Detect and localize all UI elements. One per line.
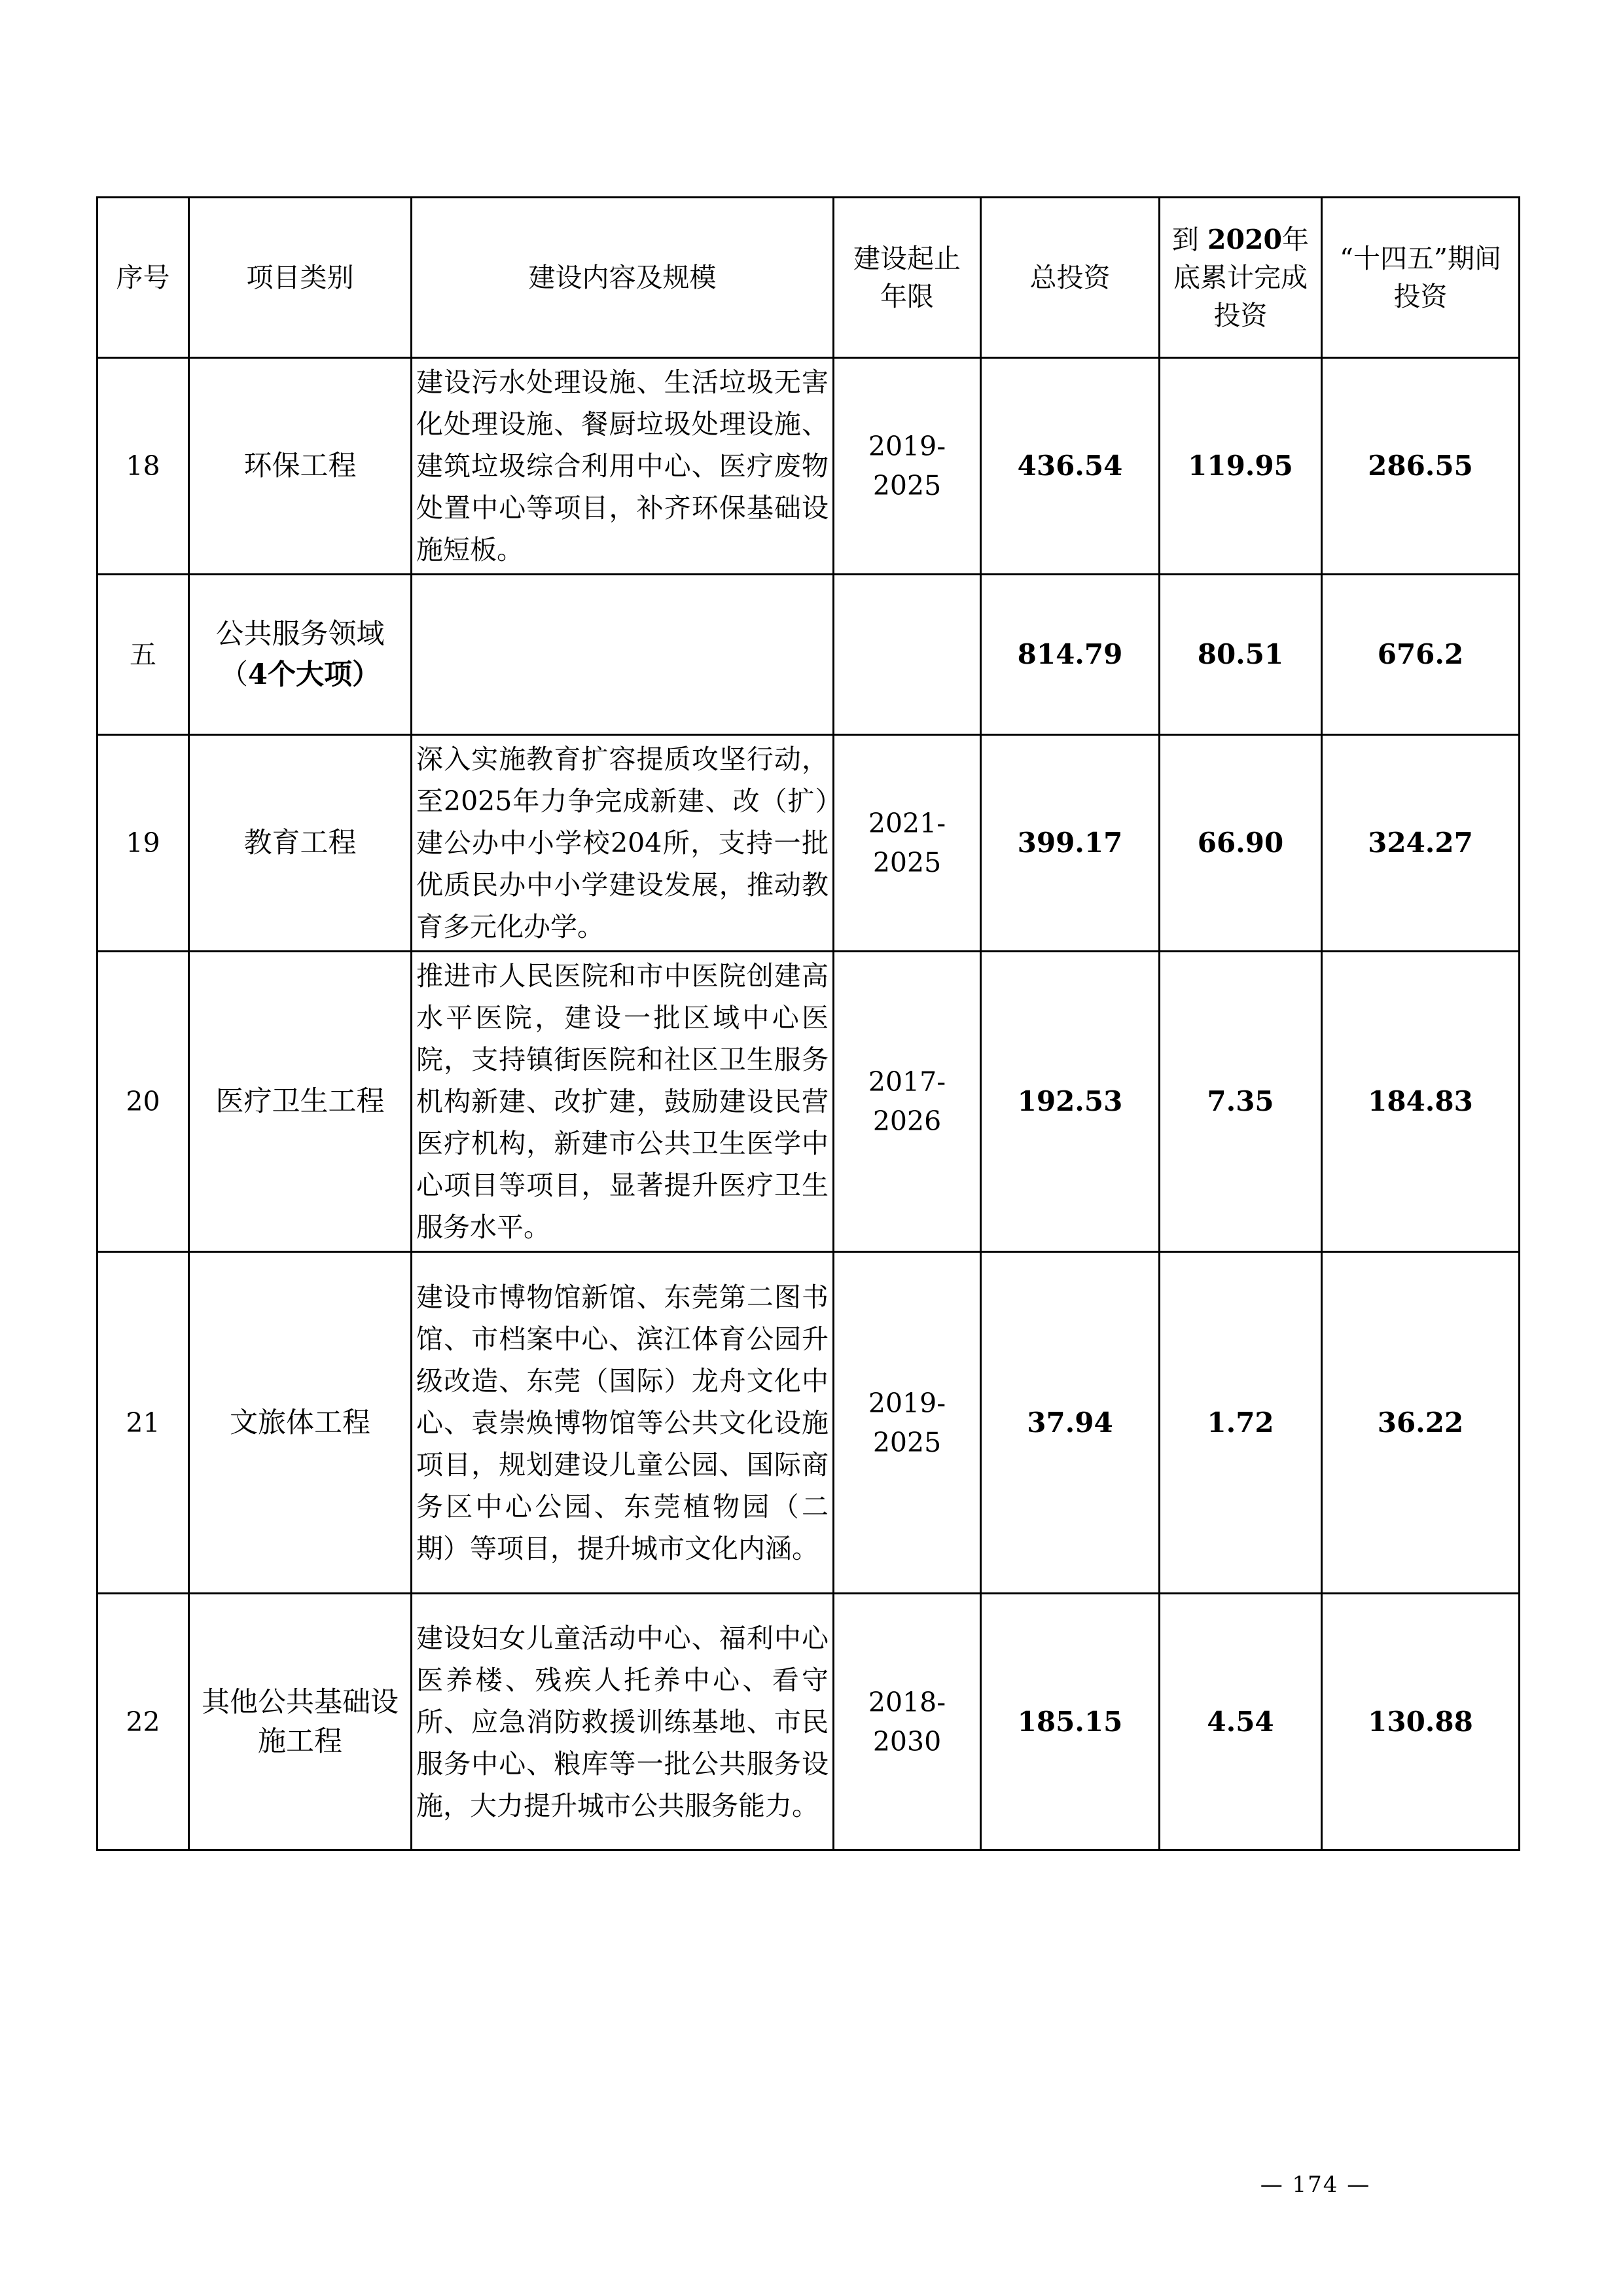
row-seq: 22 — [98, 1594, 189, 1850]
table-row — [98, 952, 1520, 1252]
row-period: 2017-2026 — [834, 952, 981, 1252]
footer-dash-right: — — [1347, 2172, 1371, 2198]
row-period: 2021-2025 — [834, 735, 981, 952]
table-row — [98, 358, 1520, 575]
row-to2020: 66.90 — [1160, 735, 1322, 952]
header-to2020 — [1160, 198, 1322, 358]
header-to2020-suffix: 年底累计完成投资 — [1173, 224, 1310, 331]
row-category: 医疗卫生工程 — [189, 952, 412, 1252]
row-total: 192.53 — [981, 952, 1160, 1252]
investment-table — [96, 196, 1520, 1851]
row-to2020: 1.72 — [1160, 1252, 1322, 1594]
row-total: 436.54 — [981, 358, 1160, 575]
header-to2020-prefix: 到 — [1171, 224, 1199, 255]
row-content: 建设妇女儿童活动中心、福利中心医养楼、残疾人托养中心、看守所、应急消防救援训练基地、市民服务中心、粮库等一批公共服务设施，大力提升城市公共服务能力。 — [412, 1594, 834, 1850]
row-category: 教育工程 — [189, 735, 412, 952]
row-to2020: 119.95 — [1160, 358, 1322, 575]
row-total: 37.94 — [981, 1252, 1160, 1594]
row-category-count: 4 — [248, 658, 268, 691]
row-period — [834, 575, 981, 735]
row-category-rest: 个大项） — [267, 658, 380, 691]
header-total: 总投资 — [981, 198, 1160, 358]
row-category: 其他公共基础设施工程 — [189, 1594, 412, 1850]
row-plan: 324.27 — [1322, 735, 1520, 952]
row-total: 185.15 — [981, 1594, 1160, 1850]
header-plan — [1322, 198, 1520, 358]
row-seq: 五 — [98, 575, 189, 735]
header-plan-label: “十四五”期间投资 — [1340, 243, 1501, 312]
row-to2020: 80.51 — [1160, 575, 1322, 735]
row-content — [412, 575, 834, 735]
row-content: 推进市人民医院和市中医院创建高水平医院，建设一批区域中心医院，支持镇街医院和社区卫生服务机构新建、改扩建，鼓励建设民营医疗机构，新建市公共卫生医学中心项目等项目，显著提升医疗卫生服务水平。 — [412, 952, 834, 1252]
table-row — [98, 1252, 1520, 1594]
table-row — [98, 735, 1520, 952]
row-seq: 21 — [98, 1252, 189, 1594]
header-seq: 序号 — [98, 198, 189, 358]
row-period: 2019-2025 — [834, 358, 981, 575]
table-header-row — [98, 198, 1520, 358]
row-seq: 20 — [98, 952, 189, 1252]
row-plan: 286.55 — [1322, 358, 1520, 575]
row-period: 2019-2025 — [834, 1252, 981, 1594]
row-to2020: 4.54 — [1160, 1594, 1322, 1850]
row-category-line2 — [190, 655, 410, 695]
page-footer — [1243, 2172, 1387, 2198]
row-seq: 19 — [98, 735, 189, 952]
row-plan: 676.2 — [1322, 575, 1520, 735]
row-plan: 130.88 — [1322, 1594, 1520, 1850]
row-content: 建设市博物馆新馆、东莞第二图书馆、市档案中心、滨江体育公园升级改造、东莞（国际）龙舟文化中心、袁崇焕博物馆等公共文化设施项目，规划建设儿童公园、国际商务区中心公园、东莞植物园（二期）等项目，提升城市文化内涵。 — [412, 1252, 834, 1594]
row-content: 深入实施教育扩容提质攻坚行动，至2025年力争完成新建、改（扩）建公办中小学校204所，支持一批优质民办中小学建设发展，推动教育多元化办学。 — [412, 735, 834, 952]
row-category: 环保工程 — [189, 358, 412, 575]
table-row-section — [98, 575, 1520, 735]
header-to2020-year: 2020 — [1207, 224, 1283, 255]
page-number: 174 — [1292, 2172, 1339, 2198]
row-category: 文旅体工程 — [189, 1252, 412, 1594]
header-category: 项目类别 — [189, 198, 412, 358]
row-to2020: 7.35 — [1160, 952, 1322, 1252]
header-period — [834, 198, 981, 358]
table-row — [98, 1594, 1520, 1850]
row-content: 建设污水处理设施、生活垃圾无害化处理设施、餐厨垃圾处理设施、建筑垃圾综合利用中心、医疗废物处置中心等项目，补齐环保基础设施短板。 — [412, 358, 834, 575]
row-period: 2018-2030 — [834, 1594, 981, 1850]
row-plan: 36.22 — [1322, 1252, 1520, 1594]
row-seq: 18 — [98, 358, 189, 575]
row-total: 399.17 — [981, 735, 1160, 952]
row-category-line1: 公共服务领域 — [215, 618, 385, 651]
header-period-label: 建设起止年限 — [853, 243, 961, 312]
header-content: 建设内容及规模 — [412, 198, 834, 358]
row-category-open: （ — [220, 658, 249, 691]
row-total: 814.79 — [981, 575, 1160, 735]
row-category — [189, 575, 412, 735]
footer-dash-left: — — [1260, 2172, 1284, 2198]
row-plan: 184.83 — [1322, 952, 1520, 1252]
